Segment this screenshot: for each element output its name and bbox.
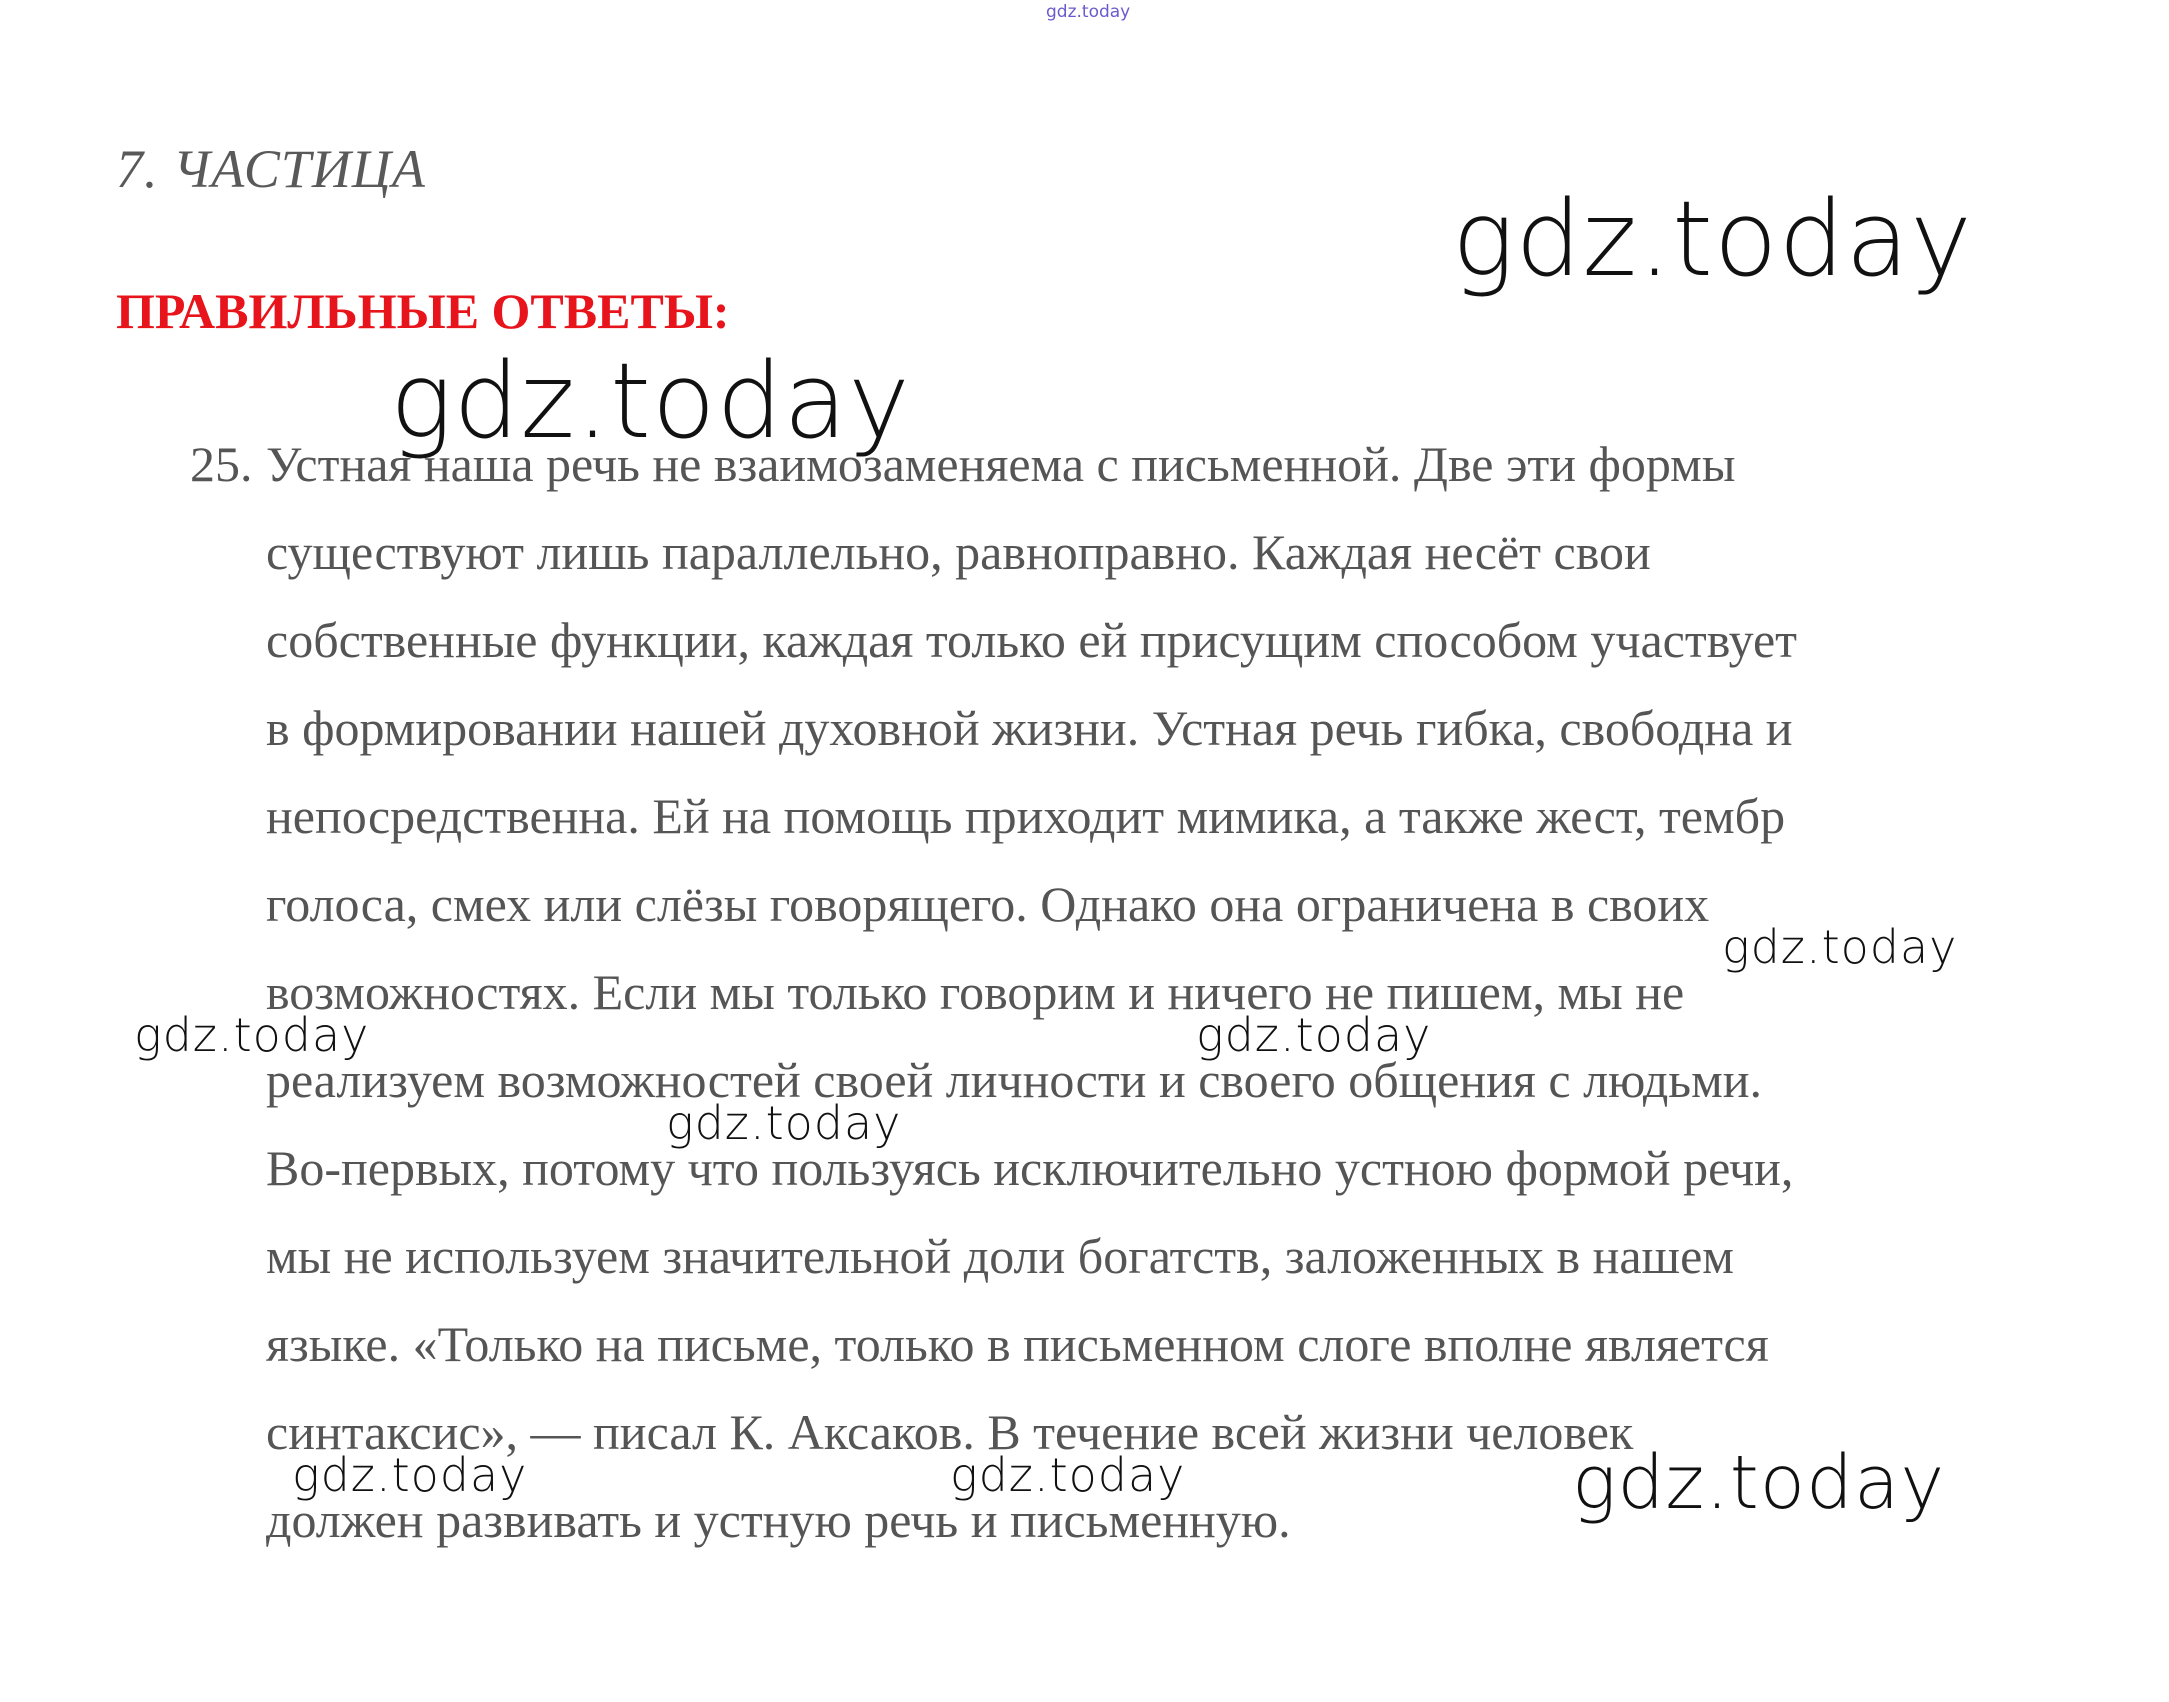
- text-line: существуют лишь параллельно, равноправно. Каждая несёт свои: [266, 524, 1651, 580]
- watermark-mid-center: gdz.today: [1196, 1008, 1432, 1062]
- watermark-large-left: gdz.today: [390, 340, 911, 462]
- watermark-mid-left: gdz.today: [134, 1008, 370, 1062]
- answers-heading: ПРАВИЛЬНЫЕ ОТВЕТЫ:: [116, 283, 730, 339]
- exercise-number: 25.: [190, 436, 253, 492]
- watermark-bottom-left: gdz.today: [292, 1448, 528, 1502]
- text-line: голоса, смех или слёзы говорящего. Однако она ограничена в своих: [266, 876, 1710, 932]
- text-line: возможностях. Если мы только говорим и ничего не пишем, мы не: [266, 964, 1685, 1020]
- text-line: реализуем возможностей своей личности и своего общения с людьми.: [266, 1052, 1762, 1108]
- text-line: языке. «Только на письме, только в письменном слоге вполне является: [266, 1316, 1769, 1372]
- watermark-bottom-right: gdz.today: [1572, 1440, 1946, 1526]
- watermark-mid-right: gdz.today: [1722, 920, 1958, 974]
- exercise-text: [266, 420, 2086, 1564]
- text-line: синтаксис», — писал К. Аксаков. В течение всей жизни человек: [266, 1404, 1634, 1460]
- watermark-bottom-center: gdz.today: [950, 1448, 1186, 1502]
- watermark-mid-lower: gdz.today: [666, 1096, 902, 1150]
- text-line: мы не используем значительной доли богатств, заложенных в нашем: [266, 1228, 1734, 1284]
- section-title: 7. ЧАСТИЦА: [116, 139, 426, 199]
- text-line: в формировании нашей духовной жизни. Устная речь гибка, свободна и: [266, 700, 1793, 756]
- text-line: Устная наша речь не взаимозаменяема с письменной. Две эти формы: [266, 436, 1736, 492]
- text-line: непосредственна. Ей на помощь приходит мимика, а также жест, тембр: [266, 788, 1786, 844]
- watermark-top: gdz.today: [1046, 2, 1131, 22]
- text-line: должен развивать и устную речь и письменную.: [266, 1492, 1291, 1548]
- watermark-large-right: gdz.today: [1452, 178, 1973, 300]
- text-line: собственные функции, каждая только ей присущим способом участвует: [266, 612, 1797, 668]
- text-line: Во-первых, потому что пользуясь исключительно устною формой речи,: [266, 1140, 1794, 1196]
